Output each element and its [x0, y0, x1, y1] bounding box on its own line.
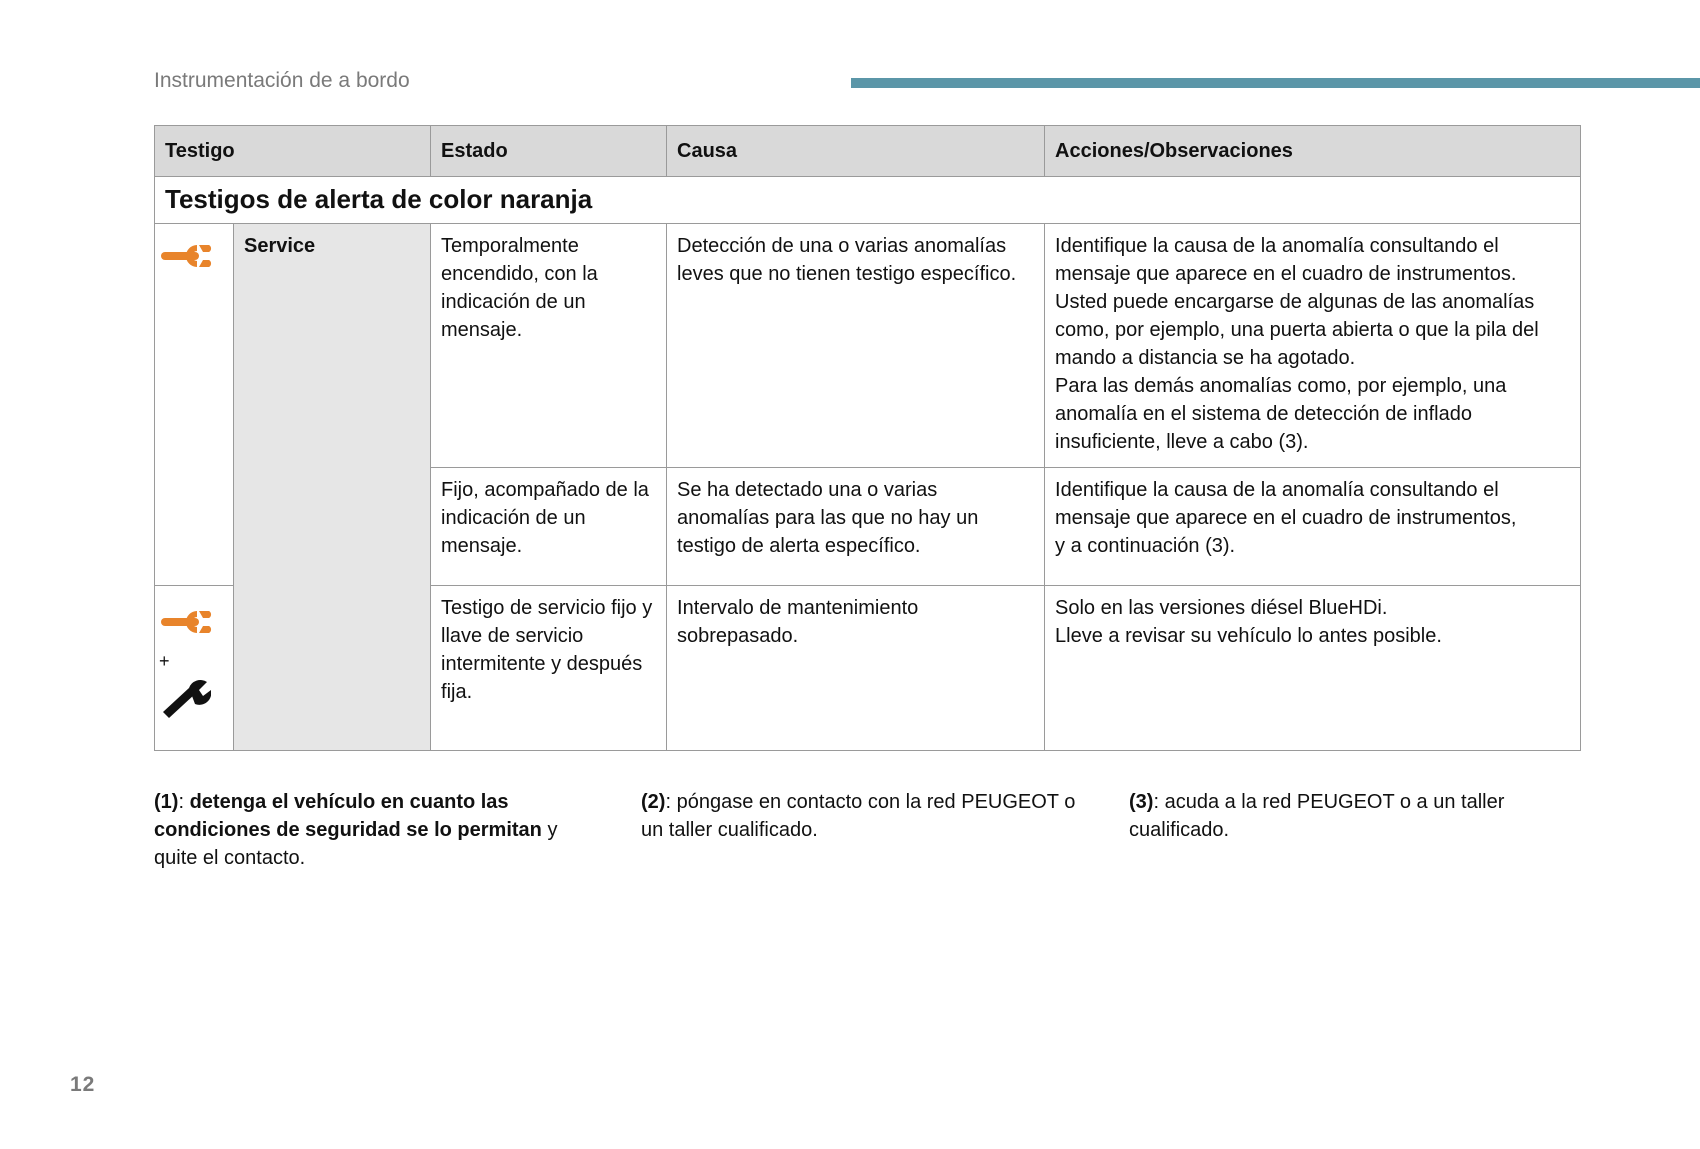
- acciones-line: Solo en las versiones diésel BlueHDi.: [1055, 597, 1388, 619]
- footnote-text: póngase en contacto con la red PEUGEOT o un taller cualificado.: [641, 791, 1076, 841]
- group-row: [155, 177, 1581, 224]
- acciones-line: Lleve a revisar su vehículo lo antes posible.: [1055, 625, 1442, 647]
- indicator-icon-cell: [155, 224, 234, 586]
- footnote-bold-text: detenga el vehículo en cuanto las condiciones de seguridad se lo permitan: [154, 791, 542, 841]
- causa-cell: Se ha detectado una o varias anomalías para las que no hay un testigo de alerta específico.: [667, 468, 1045, 586]
- estado-cell: Temporalmente encendido, con la indicación de un mensaje.: [431, 224, 667, 468]
- acciones-cell: [1045, 224, 1581, 468]
- estado-cell: Fijo, acompañado de la indicación de un mensaje.: [431, 468, 667, 586]
- header-testigo: Testigo: [155, 126, 431, 177]
- service-wrench-lamp-icon: [159, 251, 215, 273]
- footnote-text: acuda a la red PEUGEOT o a un taller cualificado.: [1129, 791, 1505, 841]
- table-row: [155, 224, 1581, 468]
- acciones-line: y a continuación (3).: [1055, 535, 1236, 557]
- group-title: Testigos de alerta de color naranja: [155, 177, 1581, 224]
- acciones-line: Para las demás anomalías como, por ejemplo, una anomalía en el sistema de detección de inflado insuficiente, lleve a cabo (3).: [1055, 375, 1507, 453]
- table-header-row: [155, 126, 1581, 177]
- service-spanner-icon: [159, 705, 211, 727]
- page-number: 12: [70, 1073, 96, 1096]
- footnote-1: (1): detenga el vehículo en cuanto las condiciones de seguridad se lo permitan y quite el contacto.: [154, 791, 558, 869]
- acciones-cell: [1045, 468, 1581, 586]
- indicator-name-cell: Service: [234, 224, 431, 751]
- footnote-ref: (1): [154, 791, 179, 813]
- footnote-3: (3): acuda a la red PEUGEOT o a un taller cualificado.: [1129, 791, 1505, 841]
- header-estado: Estado: [431, 126, 667, 177]
- header-accent-bar: [851, 78, 1700, 88]
- plus-sign: +: [159, 651, 170, 671]
- causa-cell: Intervalo de mantenimiento sobrepasado.: [667, 586, 1045, 751]
- acciones-line: Identifique la causa de la anomalía consultando el mensaje que aparece en el cuadro de instrumentos.: [1055, 235, 1517, 285]
- footnote-ref: (3): [1129, 791, 1154, 813]
- header-causa: Causa: [667, 126, 1045, 177]
- acciones-cell: [1045, 586, 1581, 751]
- acciones-line: Identifique la causa de la anomalía consultando el mensaje que aparece en el cuadro de instrumentos,: [1055, 479, 1517, 529]
- acciones-line: Usted puede encargarse de algunas de las anomalías como, por ejemplo, una puerta abierta o que la pila del mando a distancia se ha agotado.: [1055, 291, 1539, 369]
- causa-cell: Detección de una o varias anomalías leves que no tienen testigo específico.: [667, 224, 1045, 468]
- service-wrench-lamp-icon: [159, 617, 215, 639]
- footnote-ref: (2): [641, 791, 666, 813]
- footnote-2: (2): póngase en contacto con la red PEUGEOT o un taller cualificado.: [641, 791, 1076, 841]
- warning-lights-table: [154, 125, 1581, 751]
- section-title: Instrumentación de a bordo: [154, 69, 410, 92]
- indicator-icon-cell: [155, 586, 234, 751]
- estado-cell: Testigo de servicio fijo y llave de servicio intermitente y después fija.: [431, 586, 667, 751]
- footnote-text: y quite el contacto.: [154, 819, 558, 869]
- header-acciones: Acciones/Observaciones: [1045, 126, 1581, 177]
